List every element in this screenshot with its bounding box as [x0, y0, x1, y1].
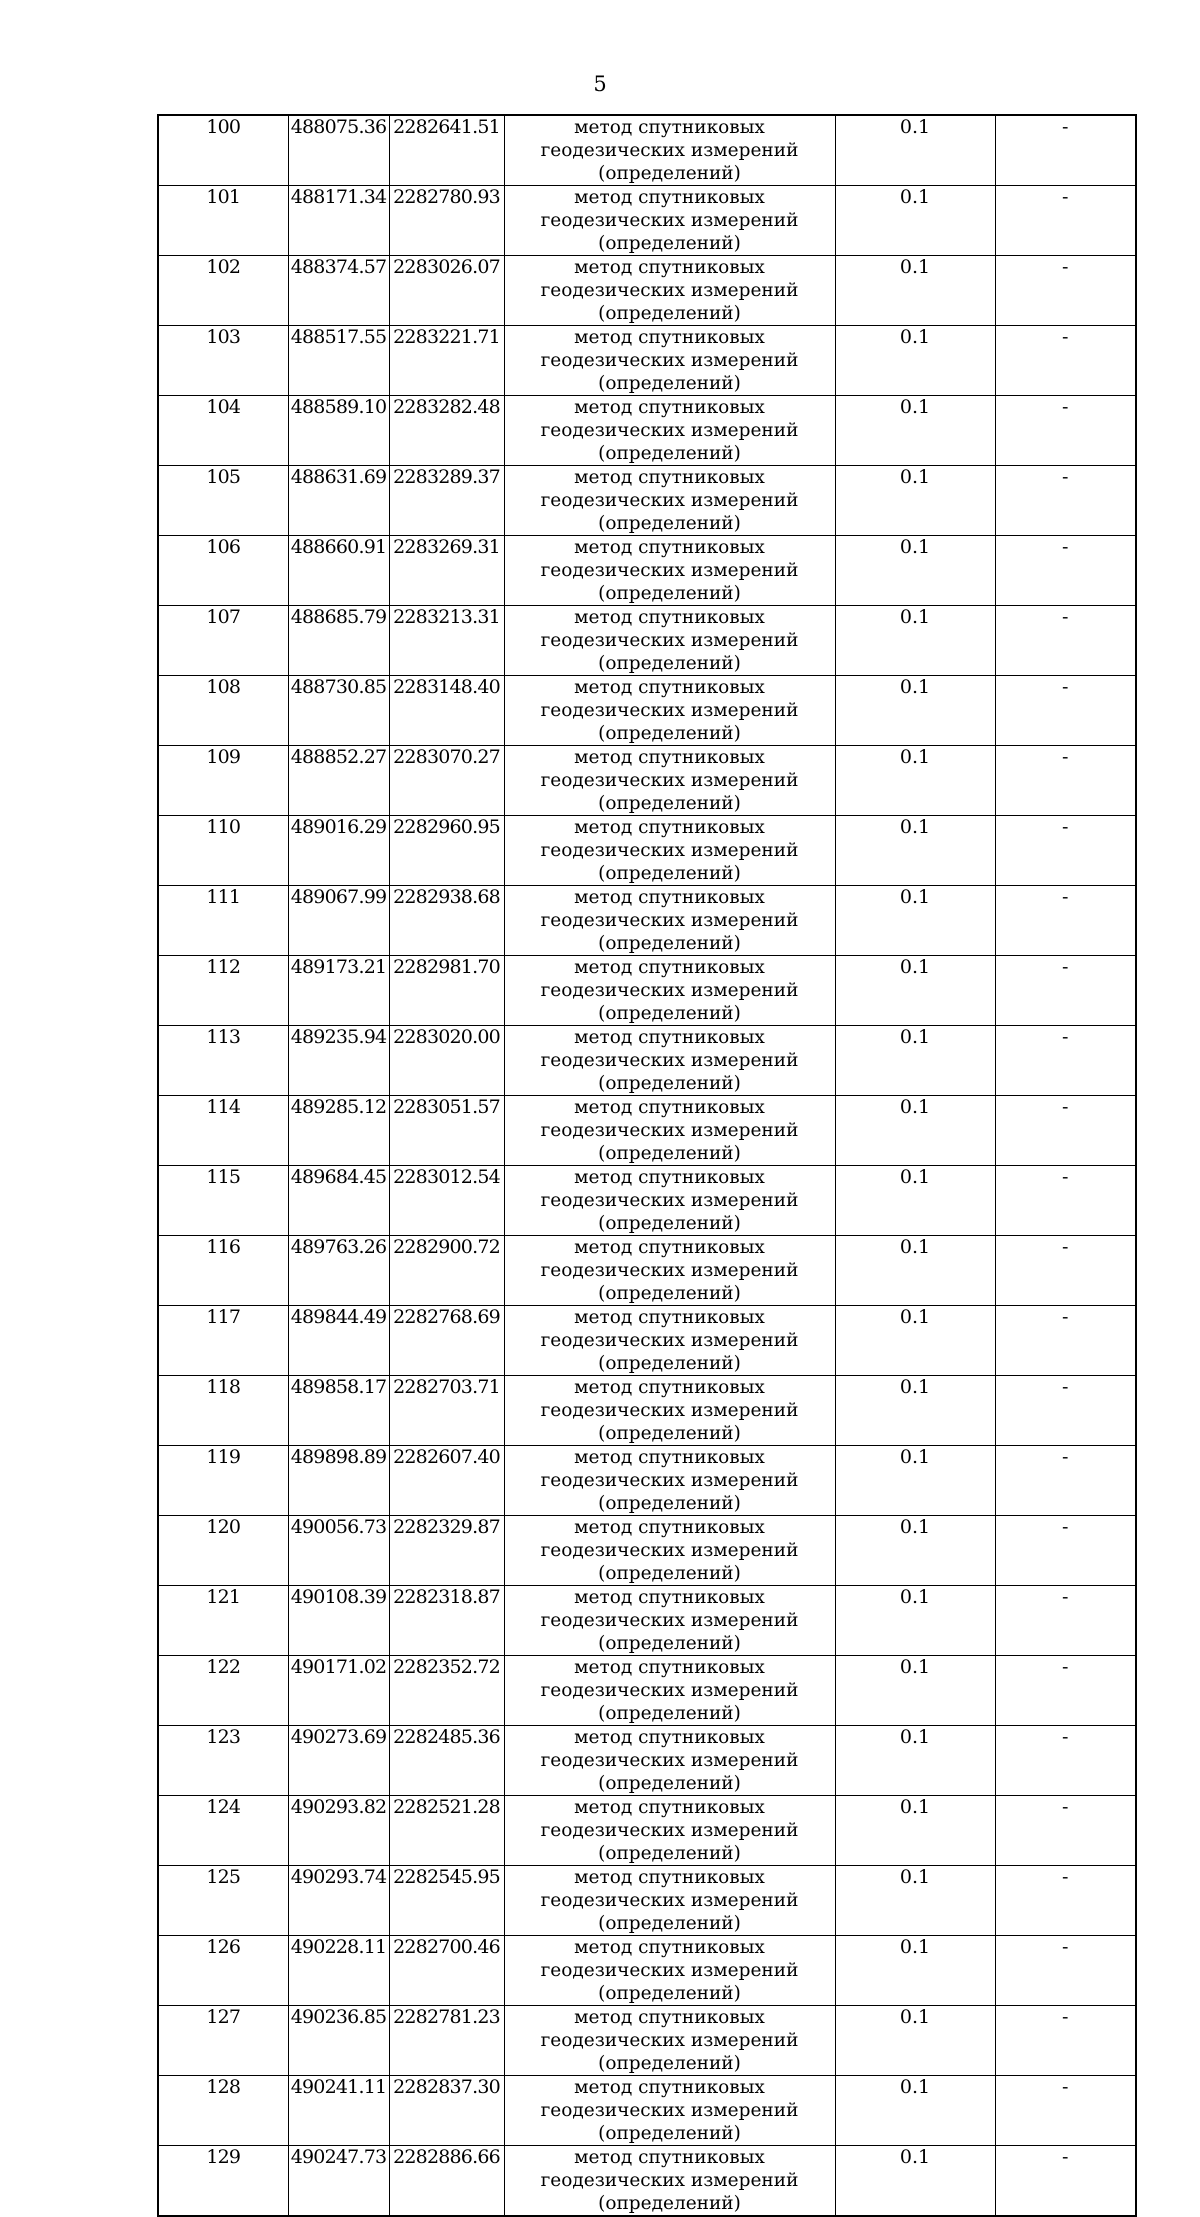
note-cell: - — [995, 466, 1136, 536]
method-cell: метод спутниковых геодезических измерений (определений) — [504, 2006, 835, 2076]
x-coordinate-cell: 489016.29 — [288, 816, 389, 886]
table-row — [158, 1096, 1136, 1166]
table-row — [158, 2146, 1136, 2217]
point-number-cell: 105 — [158, 466, 288, 536]
method-cell: метод спутниковых геодезических измерений (определений) — [504, 2146, 835, 2217]
point-number-cell: 121 — [158, 1586, 288, 1656]
table-row — [158, 326, 1136, 396]
coordinates-table-body — [158, 115, 1136, 2216]
method-cell: метод спутниковых геодезических измерений (определений) — [504, 256, 835, 326]
note-cell: - — [995, 1306, 1136, 1376]
point-number-cell: 129 — [158, 2146, 288, 2217]
method-cell: метод спутниковых геодезических измерений (определений) — [504, 1236, 835, 1306]
method-cell: метод спутниковых геодезических измерений (определений) — [504, 1866, 835, 1936]
note-cell: - — [995, 1516, 1136, 1586]
method-cell: метод спутниковых геодезических измерений (определений) — [504, 1516, 835, 1586]
table-row — [158, 1656, 1136, 1726]
point-number-cell: 123 — [158, 1726, 288, 1796]
x-coordinate-cell: 490236.85 — [288, 2006, 389, 2076]
x-coordinate-cell: 488374.57 — [288, 256, 389, 326]
point-number-cell: 103 — [158, 326, 288, 396]
accuracy-cell: 0.1 — [835, 2006, 995, 2076]
table-row — [158, 466, 1136, 536]
point-number-cell: 128 — [158, 2076, 288, 2146]
x-coordinate-cell: 490228.11 — [288, 1936, 389, 2006]
y-coordinate-cell: 2282521.28 — [389, 1796, 504, 1866]
x-coordinate-cell: 488075.36 — [288, 115, 389, 186]
x-coordinate-cell: 488730.85 — [288, 676, 389, 746]
table-row — [158, 2006, 1136, 2076]
y-coordinate-cell: 2283148.40 — [389, 676, 504, 746]
method-cell: метод спутниковых геодезических измерений (определений) — [504, 115, 835, 186]
y-coordinate-cell: 2282768.69 — [389, 1306, 504, 1376]
point-number-cell: 116 — [158, 1236, 288, 1306]
accuracy-cell: 0.1 — [835, 466, 995, 536]
y-coordinate-cell: 2282700.46 — [389, 1936, 504, 2006]
table-row — [158, 536, 1136, 606]
accuracy-cell: 0.1 — [835, 1726, 995, 1796]
y-coordinate-cell: 2283070.27 — [389, 746, 504, 816]
accuracy-cell: 0.1 — [835, 396, 995, 466]
accuracy-cell: 0.1 — [835, 1516, 995, 1586]
y-coordinate-cell: 2282545.95 — [389, 1866, 504, 1936]
note-cell: - — [995, 396, 1136, 466]
point-number-cell: 106 — [158, 536, 288, 606]
method-cell: метод спутниковых геодезических измерений (определений) — [504, 1446, 835, 1516]
point-number-cell: 111 — [158, 886, 288, 956]
accuracy-cell: 0.1 — [835, 886, 995, 956]
note-cell: - — [995, 1656, 1136, 1726]
table-row — [158, 1166, 1136, 1236]
table-row — [158, 1796, 1136, 1866]
method-cell: метод спутниковых геодезических измерений (определений) — [504, 1096, 835, 1166]
point-number-cell: 120 — [158, 1516, 288, 1586]
y-coordinate-cell: 2282781.23 — [389, 2006, 504, 2076]
point-number-cell: 100 — [158, 115, 288, 186]
method-cell: метод спутниковых геодезических измерений (определений) — [504, 2076, 835, 2146]
table-row — [158, 1446, 1136, 1516]
table-row — [158, 1516, 1136, 1586]
table-row — [158, 1376, 1136, 1446]
y-coordinate-cell: 2282703.71 — [389, 1376, 504, 1446]
accuracy-cell: 0.1 — [835, 536, 995, 606]
note-cell: - — [995, 1726, 1136, 1796]
accuracy-cell: 0.1 — [835, 956, 995, 1026]
table-row — [158, 676, 1136, 746]
point-number-cell: 112 — [158, 956, 288, 1026]
y-coordinate-cell: 2283289.37 — [389, 466, 504, 536]
table-row — [158, 1726, 1136, 1796]
y-coordinate-cell: 2283221.71 — [389, 326, 504, 396]
accuracy-cell: 0.1 — [835, 1166, 995, 1236]
method-cell: метод спутниковых геодезических измерений (определений) — [504, 1796, 835, 1866]
note-cell: - — [995, 115, 1136, 186]
accuracy-cell: 0.1 — [835, 1376, 995, 1446]
accuracy-cell: 0.1 — [835, 2146, 995, 2217]
accuracy-cell: 0.1 — [835, 816, 995, 886]
accuracy-cell: 0.1 — [835, 326, 995, 396]
x-coordinate-cell: 489898.89 — [288, 1446, 389, 1516]
note-cell: - — [995, 956, 1136, 1026]
point-number-cell: 127 — [158, 2006, 288, 2076]
x-coordinate-cell: 489763.26 — [288, 1236, 389, 1306]
point-number-cell: 125 — [158, 1866, 288, 1936]
note-cell: - — [995, 816, 1136, 886]
method-cell: метод спутниковых геодезических измерений (определений) — [504, 1656, 835, 1726]
x-coordinate-cell: 489285.12 — [288, 1096, 389, 1166]
table-row — [158, 1866, 1136, 1936]
y-coordinate-cell: 2282352.72 — [389, 1656, 504, 1726]
point-number-cell: 114 — [158, 1096, 288, 1166]
note-cell: - — [995, 1236, 1136, 1306]
note-cell: - — [995, 256, 1136, 326]
y-coordinate-cell: 2282938.68 — [389, 886, 504, 956]
y-coordinate-cell: 2283213.31 — [389, 606, 504, 676]
table-row — [158, 256, 1136, 326]
accuracy-cell: 0.1 — [835, 1796, 995, 1866]
y-coordinate-cell: 2282318.87 — [389, 1586, 504, 1656]
accuracy-cell: 0.1 — [835, 1936, 995, 2006]
method-cell: метод спутниковых геодезических измерений (определений) — [504, 186, 835, 256]
y-coordinate-cell: 2282329.87 — [389, 1516, 504, 1586]
table-row — [158, 1026, 1136, 1096]
method-cell: метод спутниковых геодезических измерений (определений) — [504, 536, 835, 606]
point-number-cell: 101 — [158, 186, 288, 256]
note-cell: - — [995, 1866, 1136, 1936]
table-row — [158, 186, 1136, 256]
accuracy-cell: 0.1 — [835, 1026, 995, 1096]
x-coordinate-cell: 489844.49 — [288, 1306, 389, 1376]
method-cell: метод спутниковых геодезических измерений (определений) — [504, 1306, 835, 1376]
method-cell: метод спутниковых геодезических измерений (определений) — [504, 886, 835, 956]
y-coordinate-cell: 2283012.54 — [389, 1166, 504, 1236]
method-cell: метод спутниковых геодезических измерений (определений) — [504, 746, 835, 816]
point-number-cell: 115 — [158, 1166, 288, 1236]
table-row — [158, 1936, 1136, 2006]
accuracy-cell: 0.1 — [835, 2076, 995, 2146]
x-coordinate-cell: 488685.79 — [288, 606, 389, 676]
x-coordinate-cell: 488852.27 — [288, 746, 389, 816]
method-cell: метод спутниковых геодезических измерений (определений) — [504, 816, 835, 886]
point-number-cell: 113 — [158, 1026, 288, 1096]
y-coordinate-cell: 2282780.93 — [389, 186, 504, 256]
y-coordinate-cell: 2282641.51 — [389, 115, 504, 186]
x-coordinate-cell: 490273.69 — [288, 1726, 389, 1796]
accuracy-cell: 0.1 — [835, 186, 995, 256]
y-coordinate-cell: 2283282.48 — [389, 396, 504, 466]
note-cell: - — [995, 2076, 1136, 2146]
point-number-cell: 117 — [158, 1306, 288, 1376]
point-number-cell: 118 — [158, 1376, 288, 1446]
note-cell: - — [995, 676, 1136, 746]
y-coordinate-cell: 2282886.66 — [389, 2146, 504, 2217]
y-coordinate-cell: 2283269.31 — [389, 536, 504, 606]
note-cell: - — [995, 1166, 1136, 1236]
point-number-cell: 109 — [158, 746, 288, 816]
point-number-cell: 102 — [158, 256, 288, 326]
x-coordinate-cell: 488517.55 — [288, 326, 389, 396]
table-row — [158, 886, 1136, 956]
note-cell: - — [995, 746, 1136, 816]
page-number: 5 — [593, 72, 607, 96]
method-cell: метод спутниковых геодезических измерений (определений) — [504, 396, 835, 466]
note-cell: - — [995, 1026, 1136, 1096]
x-coordinate-cell: 490108.39 — [288, 1586, 389, 1656]
x-coordinate-cell: 488660.91 — [288, 536, 389, 606]
y-coordinate-cell: 2283026.07 — [389, 256, 504, 326]
x-coordinate-cell: 490293.82 — [288, 1796, 389, 1866]
accuracy-cell: 0.1 — [835, 1866, 995, 1936]
note-cell: - — [995, 326, 1136, 396]
table-row — [158, 816, 1136, 886]
table-row — [158, 115, 1136, 186]
point-number-cell: 122 — [158, 1656, 288, 1726]
accuracy-cell: 0.1 — [835, 1306, 995, 1376]
point-number-cell: 124 — [158, 1796, 288, 1866]
x-coordinate-cell: 490241.11 — [288, 2076, 389, 2146]
accuracy-cell: 0.1 — [835, 746, 995, 816]
note-cell: - — [995, 886, 1136, 956]
y-coordinate-cell: 2283020.00 — [389, 1026, 504, 1096]
accuracy-cell: 0.1 — [835, 1446, 995, 1516]
note-cell: - — [995, 1796, 1136, 1866]
method-cell: метод спутниковых геодезических измерений (определений) — [504, 1026, 835, 1096]
y-coordinate-cell: 2282485.36 — [389, 1726, 504, 1796]
x-coordinate-cell: 489684.45 — [288, 1166, 389, 1236]
note-cell: - — [995, 1936, 1136, 2006]
table-row — [158, 1586, 1136, 1656]
accuracy-cell: 0.1 — [835, 1236, 995, 1306]
x-coordinate-cell: 489067.99 — [288, 886, 389, 956]
note-cell: - — [995, 1096, 1136, 1166]
method-cell: метод спутниковых геодезических измерений (определений) — [504, 1936, 835, 2006]
y-coordinate-cell: 2282900.72 — [389, 1236, 504, 1306]
accuracy-cell: 0.1 — [835, 1096, 995, 1166]
note-cell: - — [995, 1586, 1136, 1656]
table-row — [158, 956, 1136, 1026]
note-cell: - — [995, 1376, 1136, 1446]
point-number-cell: 110 — [158, 816, 288, 886]
x-coordinate-cell: 490171.02 — [288, 1656, 389, 1726]
note-cell: - — [995, 2146, 1136, 2217]
point-number-cell: 126 — [158, 1936, 288, 2006]
accuracy-cell: 0.1 — [835, 1586, 995, 1656]
x-coordinate-cell: 489235.94 — [288, 1026, 389, 1096]
method-cell: метод спутниковых геодезических измерений (определений) — [504, 956, 835, 1026]
accuracy-cell: 0.1 — [835, 256, 995, 326]
method-cell: метод спутниковых геодезических измерений (определений) — [504, 326, 835, 396]
x-coordinate-cell: 489173.21 — [288, 956, 389, 1026]
point-number-cell: 107 — [158, 606, 288, 676]
note-cell: - — [995, 606, 1136, 676]
y-coordinate-cell: 2282607.40 — [389, 1446, 504, 1516]
table-row — [158, 606, 1136, 676]
note-cell: - — [995, 2006, 1136, 2076]
x-coordinate-cell: 488631.69 — [288, 466, 389, 536]
table-row — [158, 1306, 1136, 1376]
method-cell: метод спутниковых геодезических измерений (определений) — [504, 1726, 835, 1796]
x-coordinate-cell: 488589.10 — [288, 396, 389, 466]
point-number-cell: 108 — [158, 676, 288, 746]
table-row — [158, 396, 1136, 466]
note-cell: - — [995, 1446, 1136, 1516]
x-coordinate-cell: 490247.73 — [288, 2146, 389, 2217]
note-cell: - — [995, 186, 1136, 256]
y-coordinate-cell: 2282960.95 — [389, 816, 504, 886]
table-row — [158, 746, 1136, 816]
accuracy-cell: 0.1 — [835, 1656, 995, 1726]
accuracy-cell: 0.1 — [835, 115, 995, 186]
method-cell: метод спутниковых геодезических измерений (определений) — [504, 1166, 835, 1236]
method-cell: метод спутниковых геодезических измерений (определений) — [504, 466, 835, 536]
table-row — [158, 2076, 1136, 2146]
x-coordinate-cell: 490056.73 — [288, 1516, 389, 1586]
method-cell: метод спутниковых геодезических измерений (определений) — [504, 1376, 835, 1446]
method-cell: метод спутниковых геодезических измерений (определений) — [504, 1586, 835, 1656]
x-coordinate-cell: 488171.34 — [288, 186, 389, 256]
point-number-cell: 104 — [158, 396, 288, 466]
accuracy-cell: 0.1 — [835, 676, 995, 746]
accuracy-cell: 0.1 — [835, 606, 995, 676]
point-number-cell: 119 — [158, 1446, 288, 1516]
x-coordinate-cell: 490293.74 — [288, 1866, 389, 1936]
coordinates-table — [157, 114, 1137, 2217]
x-coordinate-cell: 489858.17 — [288, 1376, 389, 1446]
y-coordinate-cell: 2282981.70 — [389, 956, 504, 1026]
table-row — [158, 1236, 1136, 1306]
note-cell: - — [995, 536, 1136, 606]
y-coordinate-cell: 2282837.30 — [389, 2076, 504, 2146]
y-coordinate-cell: 2283051.57 — [389, 1096, 504, 1166]
method-cell: метод спутниковых геодезических измерений (определений) — [504, 676, 835, 746]
method-cell: метод спутниковых геодезических измерений (определений) — [504, 606, 835, 676]
